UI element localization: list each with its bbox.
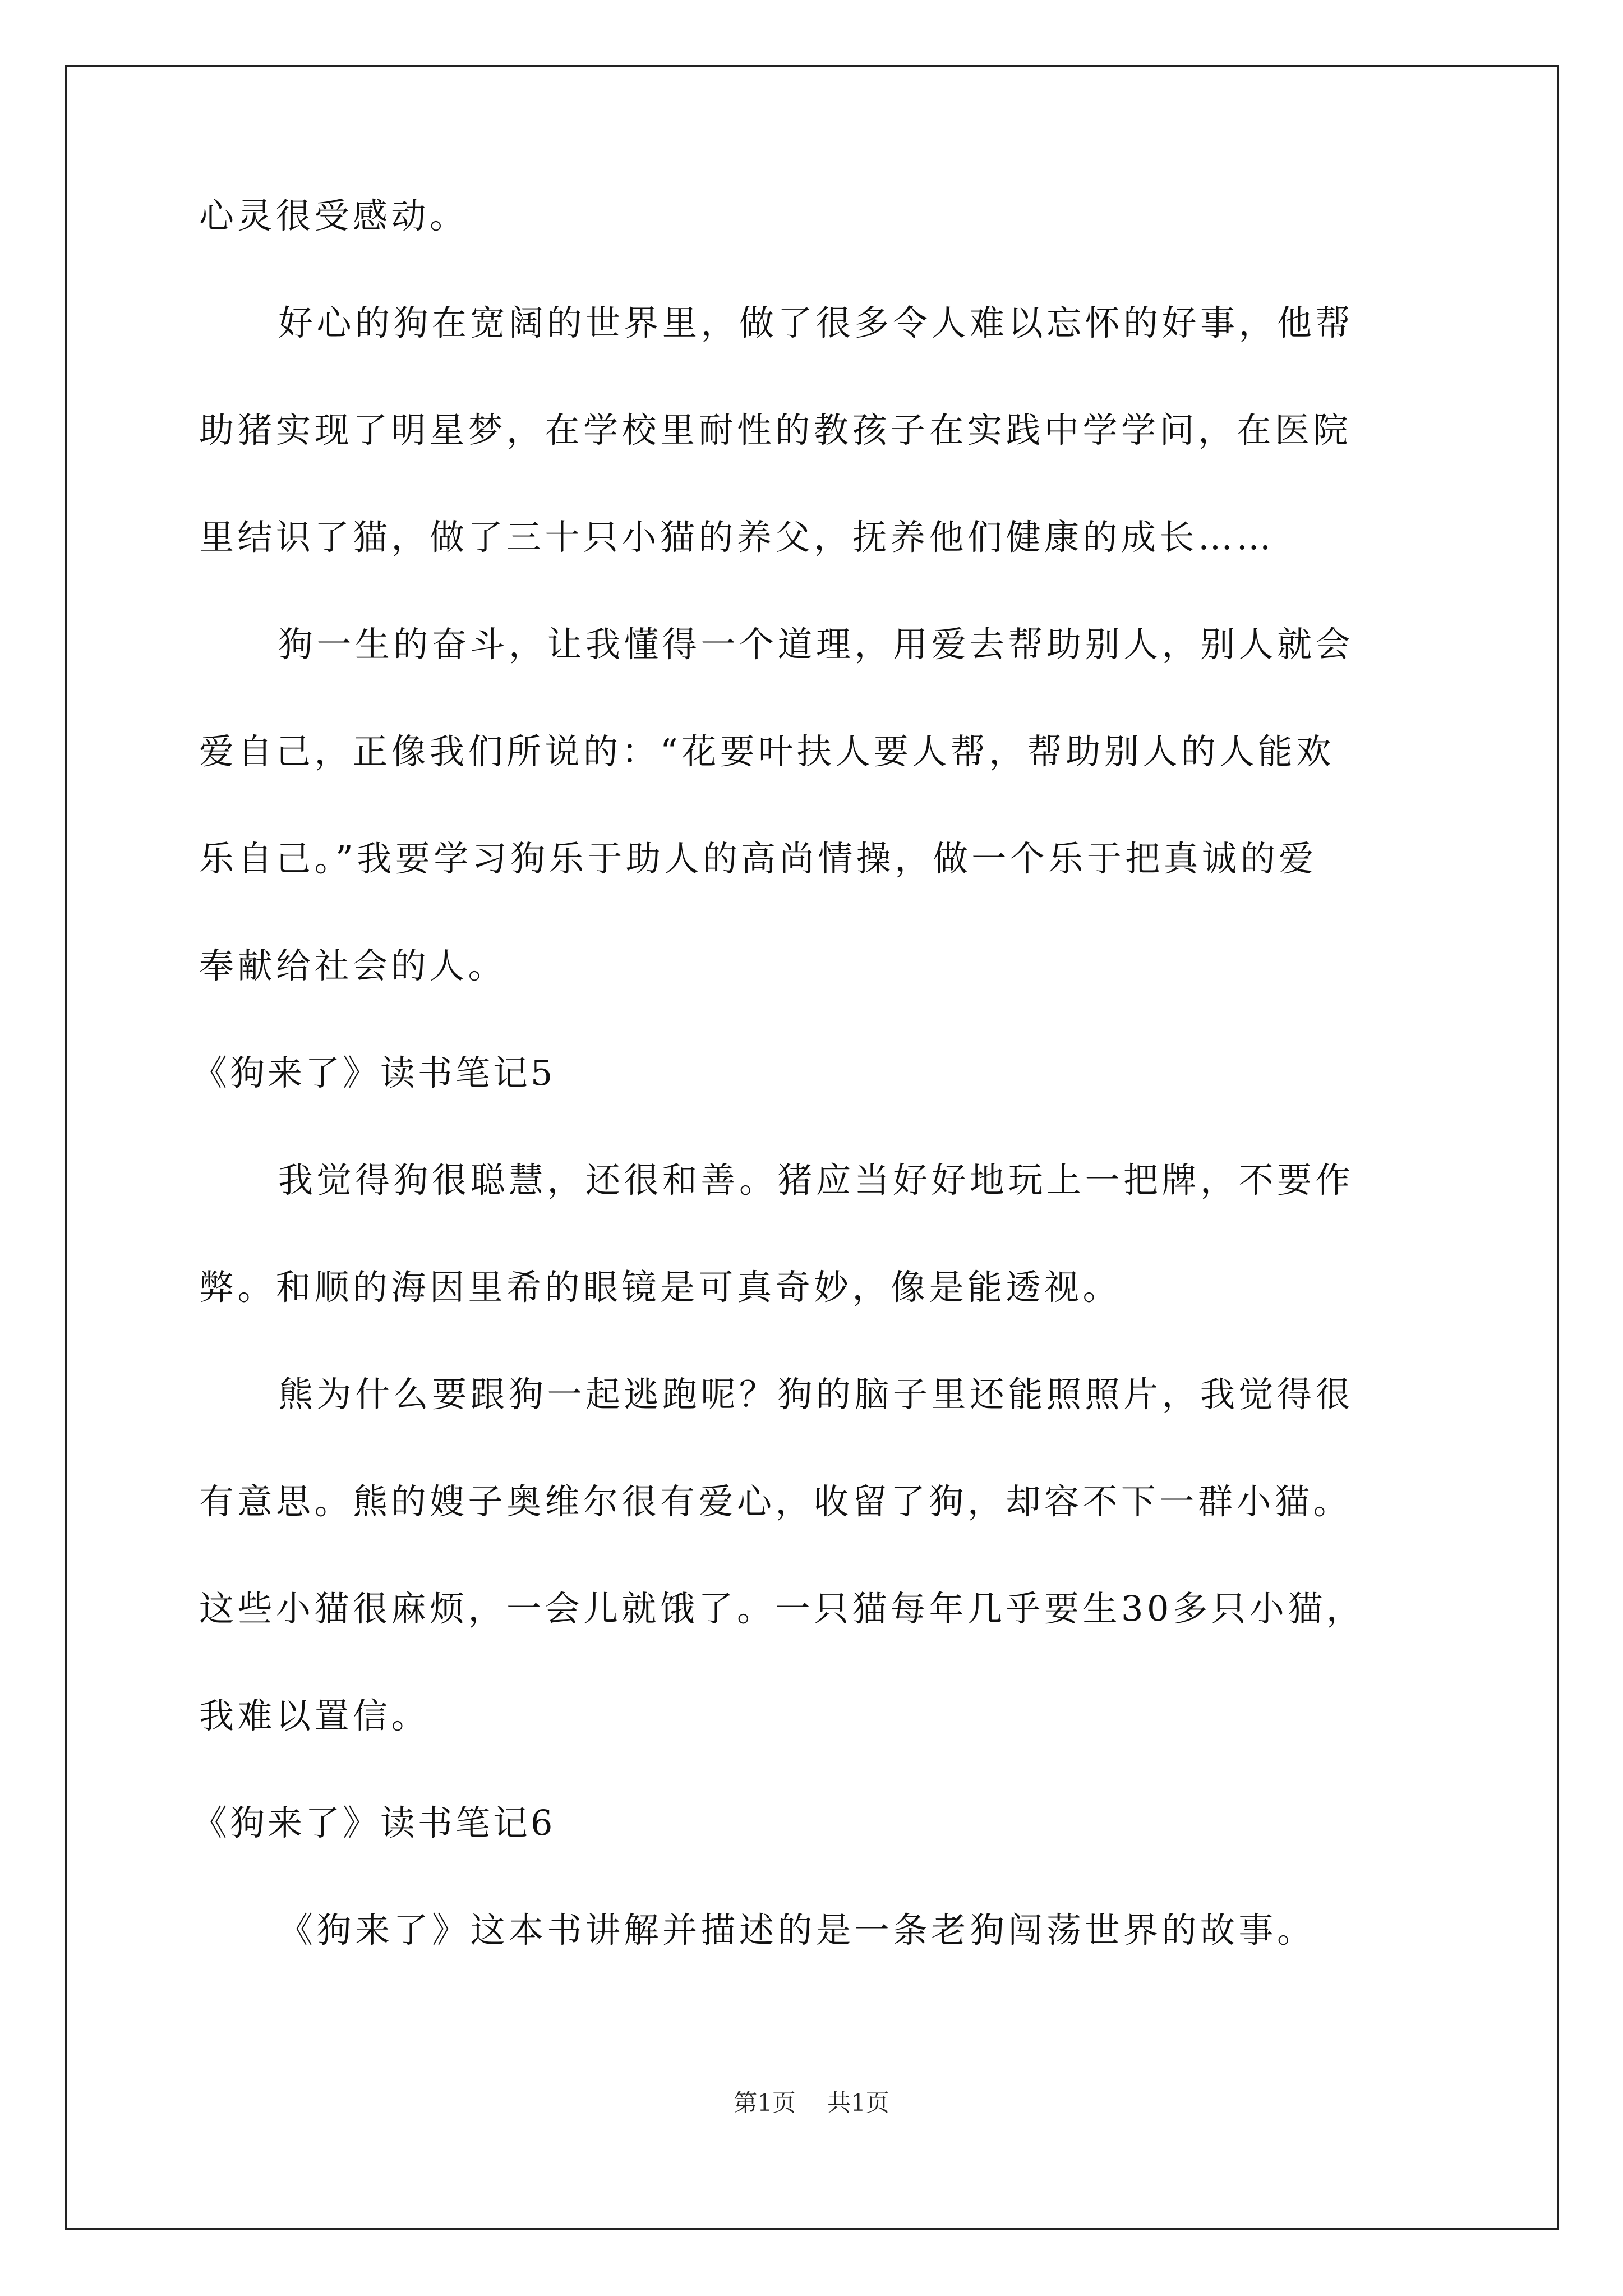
paragraph-line: 里结识了猫，做了三十只小猫的养父，抚养他们健康的成长…… (199, 517, 1275, 558)
paragraph-line: 这些小猫很麻烦，一会儿就饿了。一只猫每年几乎要生30多只小猫， (199, 1588, 1365, 1629)
paragraph-line: 我难以置信。 (199, 1695, 430, 1736)
section-heading: 《狗来了》读书笔记5 (192, 1052, 556, 1093)
page-number: 第1页 (734, 2089, 796, 2116)
paragraph-line: 我觉得狗很聪慧，还很和善。猪应当好好地玩上一把牌，不要作 (278, 1159, 1354, 1200)
paragraph-line: 熊为什么要跟狗一起逃跑呢？狗的脑子里还能照照片，我觉得很 (278, 1374, 1354, 1415)
paragraph-line: 弊。和顺的海因里希的眼镜是可真奇妙，像是能透视。 (199, 1267, 1122, 1308)
paragraph-line: 《狗来了》这本书讲解并描述的是一条老狗闯荡世界的故事。 (278, 1910, 1316, 1950)
paragraph-line: 乐自己。”我要学习狗乐于助人的高尚情操，做一个乐于把真诚的爱 (199, 838, 1317, 879)
page-total: 共1页 (827, 2089, 889, 2116)
paragraph-line: 好心的狗在宽阔的世界里，做了很多令人难以忘怀的好事，他帮 (278, 302, 1354, 343)
paragraph-line: 爱自己，正像我们所说的：“花要叶扶人要人帮，帮助别人的人能欢 (199, 731, 1335, 772)
paragraph-line: 助猪实现了明星梦，在学校里耐性的教孩子在实践中学学问，在医院 (199, 409, 1352, 450)
section-heading: 《狗来了》读书笔记6 (192, 1802, 556, 1843)
paragraph-line: 奉献给社会的人。 (199, 945, 507, 986)
document-body (192, 195, 1455, 1950)
paragraph-line: 狗一生的奋斗，让我懂得一个道理，用爱去帮助别人，别人就会 (278, 624, 1354, 665)
paragraph-line: 心灵很受感动。 (199, 195, 468, 236)
page-footer (0, 2091, 1623, 2115)
paragraph-line: 有意思。熊的嫂子奥维尔很有爱心，收留了狗，却容不下一群小猫。 (199, 1481, 1352, 1522)
